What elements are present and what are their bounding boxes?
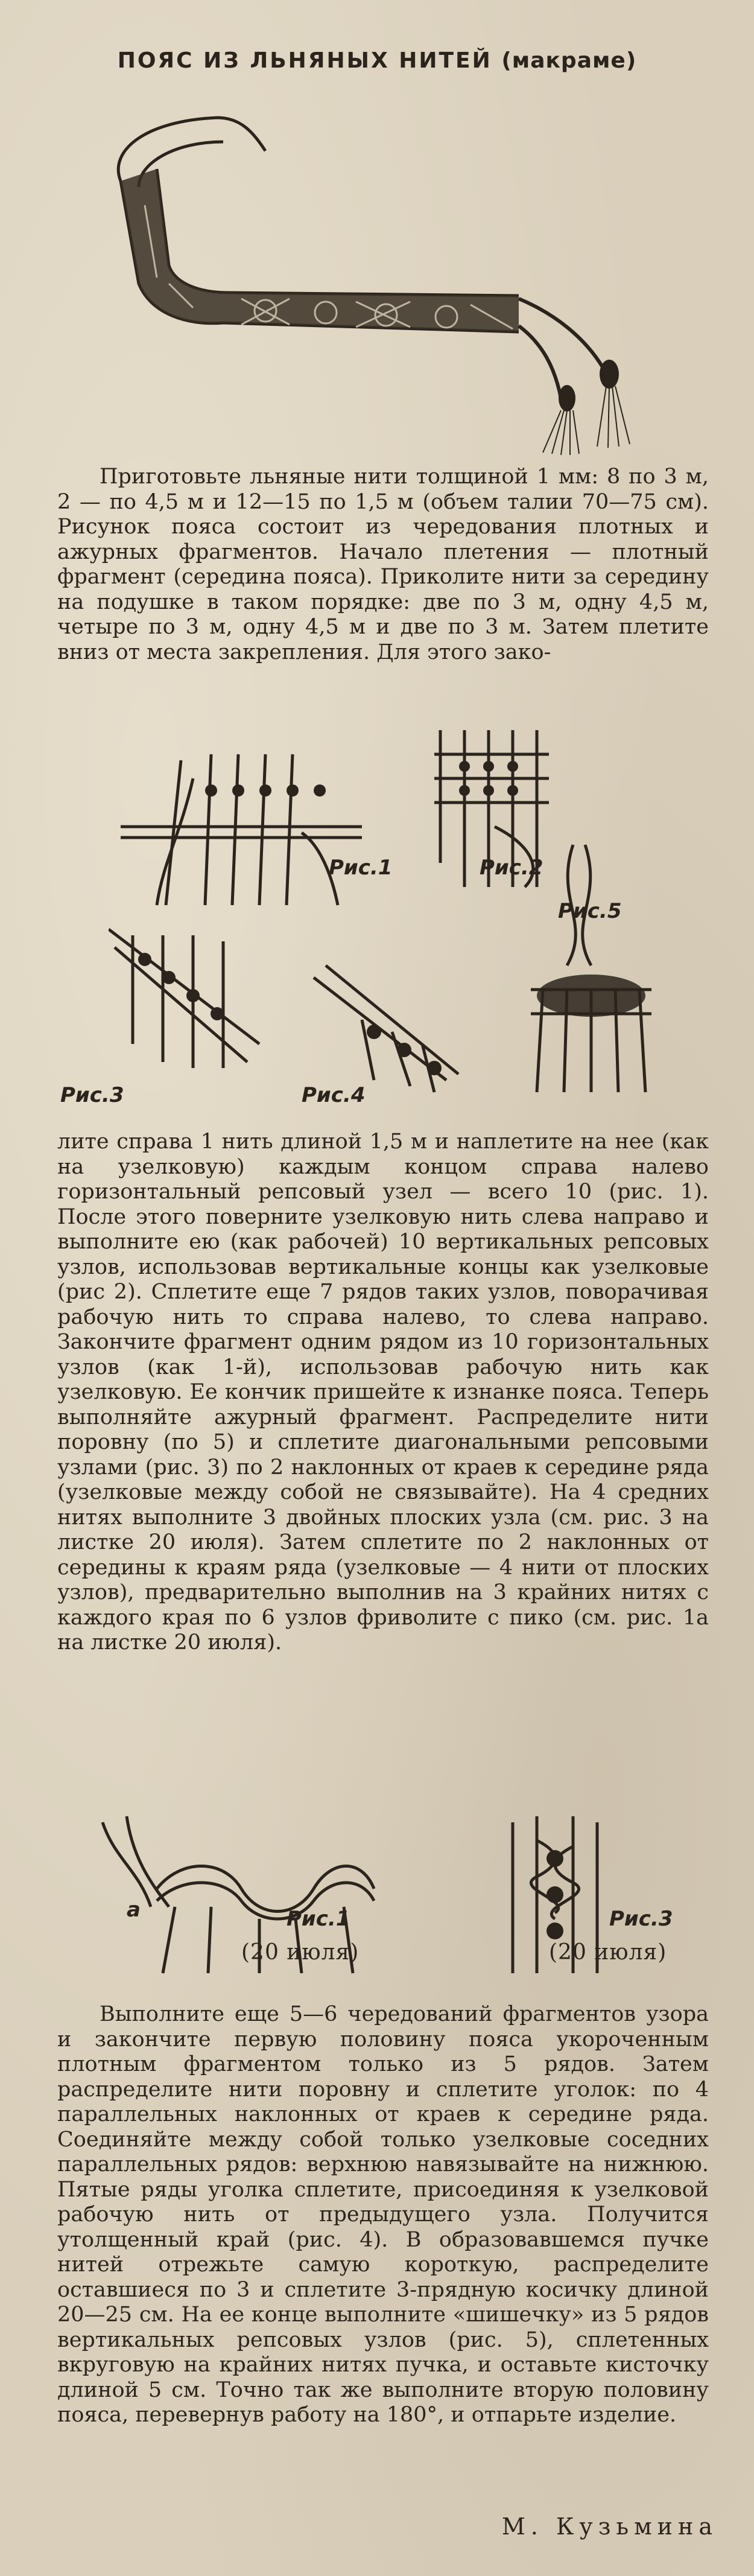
paragraph-3-text: Выполните еще 5—6 чередований фрагментов узора и закончите первую половину пояса укороченным плотным фрагментом только из 5 рядов. Затем распределите нити поровну и сплетите уголок: по 4 параллельных наклонных от краев к середине ряда. Соединяйте между собой только узелковые соседних параллельных рядов: верхнюю навязывайте на нижнюю. Пятые ряды уголка сплетите, присоединяя к узелковой рабочую нить от предыдущего узла. Получится утолщенный край (рис. 4). В образовавшемся пучке нитей отрежьте самую короткую, распределите оставшиеся по 3 и сплетите 3-прядную косичку длиной 20—25 см. На ее конце выполните «шишечку» из 5 рядов вертикальных репсовых узлов (рис. 5), сплетенных вкруговую на крайних нитях пучка, и оставьте кисточку длиной 5 см. Точно так же выполните вторую половину пояса, перевернув работу на 180°, и отпарьте изделие. xyxy=(57,2002,709,2427)
fig5-label: Рис.5 xyxy=(558,899,622,923)
belt-illustration xyxy=(84,84,664,459)
fig2-label: Рис.2 xyxy=(480,856,543,880)
bottom-fig3-label: Рис.3 xyxy=(609,1907,673,1931)
paragraph-2 xyxy=(57,1130,709,1811)
author-signature: М. Кузьмина xyxy=(501,2513,718,2540)
bottom-fig1-label: Рис.1 xyxy=(287,1907,350,1931)
title-main: ПОЯС ИЗ ЛЬНЯНЫХ НИТЕЙ xyxy=(117,48,492,73)
fig3-label: Рис.3 xyxy=(60,1083,124,1107)
paragraph-1 xyxy=(57,465,709,706)
caption-left: (20 июля) xyxy=(241,1940,360,1965)
paragraph-1-text: Приготовьте льняные нити толщиной 1 мм: 8 по 3 м, 2 — по 4,5 м и 12—15 по 1,5 м (объем талии 70—75 см). Рисунок пояса состоит из чередования плотных и ажурных фрагментов. Начало плетения — плотный фрагмент (середина пояса). Приколите нити за середину на подушке в таком порядке: две по 3 м, одну 4,5 м, четыре по 3 м, одну 4,5 м и две по 3 м. Затем плетите вниз от места закрепления. Для этого зако- xyxy=(57,465,709,664)
title-subtitle: (макраме) xyxy=(501,48,637,73)
fig1-label: Рис.1 xyxy=(329,856,393,880)
paragraph-2-text: лите справа 1 нить длиной 1,5 м и наплетите на нее (как на узелковую) каждым концом справа налево горизонтальный репсовый узел — всего 10 (рис. 1). После этого поверните узелковую нить слева направо и выполните ею (как рабочей) 10 вертикальных репсовых узлов, использовав вертикальные концы как узелковые (рис 2). Сплетите еще 7 рядов таких узлов, поворачивая рабочую нить то справа налево, то слева направо. Закончите фрагмент одним рядом из 10 горизонтальных узлов (как 1-й), использовав рабочую нить как узелковую. Ее кончик пришейте к изнанке пояса. Теперь выполняйте ажурный фрагмент. Распределите нити поровну (по 5) и сплетите диагональными репсовыми узлами (рис. 3) по 2 наклонных от краев к середине ряда (узелковые между собой не связывайте). На 4 средних нитях выполните 3 двойных плоских узла (см. рис. 3 на листке 20 июля). Затем сплетите по 2 наклонных от середины к краям ряда (узелковые — 4 нити от плоских узлов), предварительно выполнив на 3 крайних нитях с каждого края по 6 узлов фриволите с пико (см. рис. 1а на листке 20 июля). xyxy=(57,1130,709,1655)
paragraph-3 xyxy=(57,2002,709,2503)
fig4-label: Рис.4 xyxy=(302,1083,366,1107)
caption-right: (20 июля) xyxy=(549,1940,667,1965)
article-title xyxy=(0,48,754,73)
bottom-fig1-letter: а xyxy=(127,1898,141,1922)
